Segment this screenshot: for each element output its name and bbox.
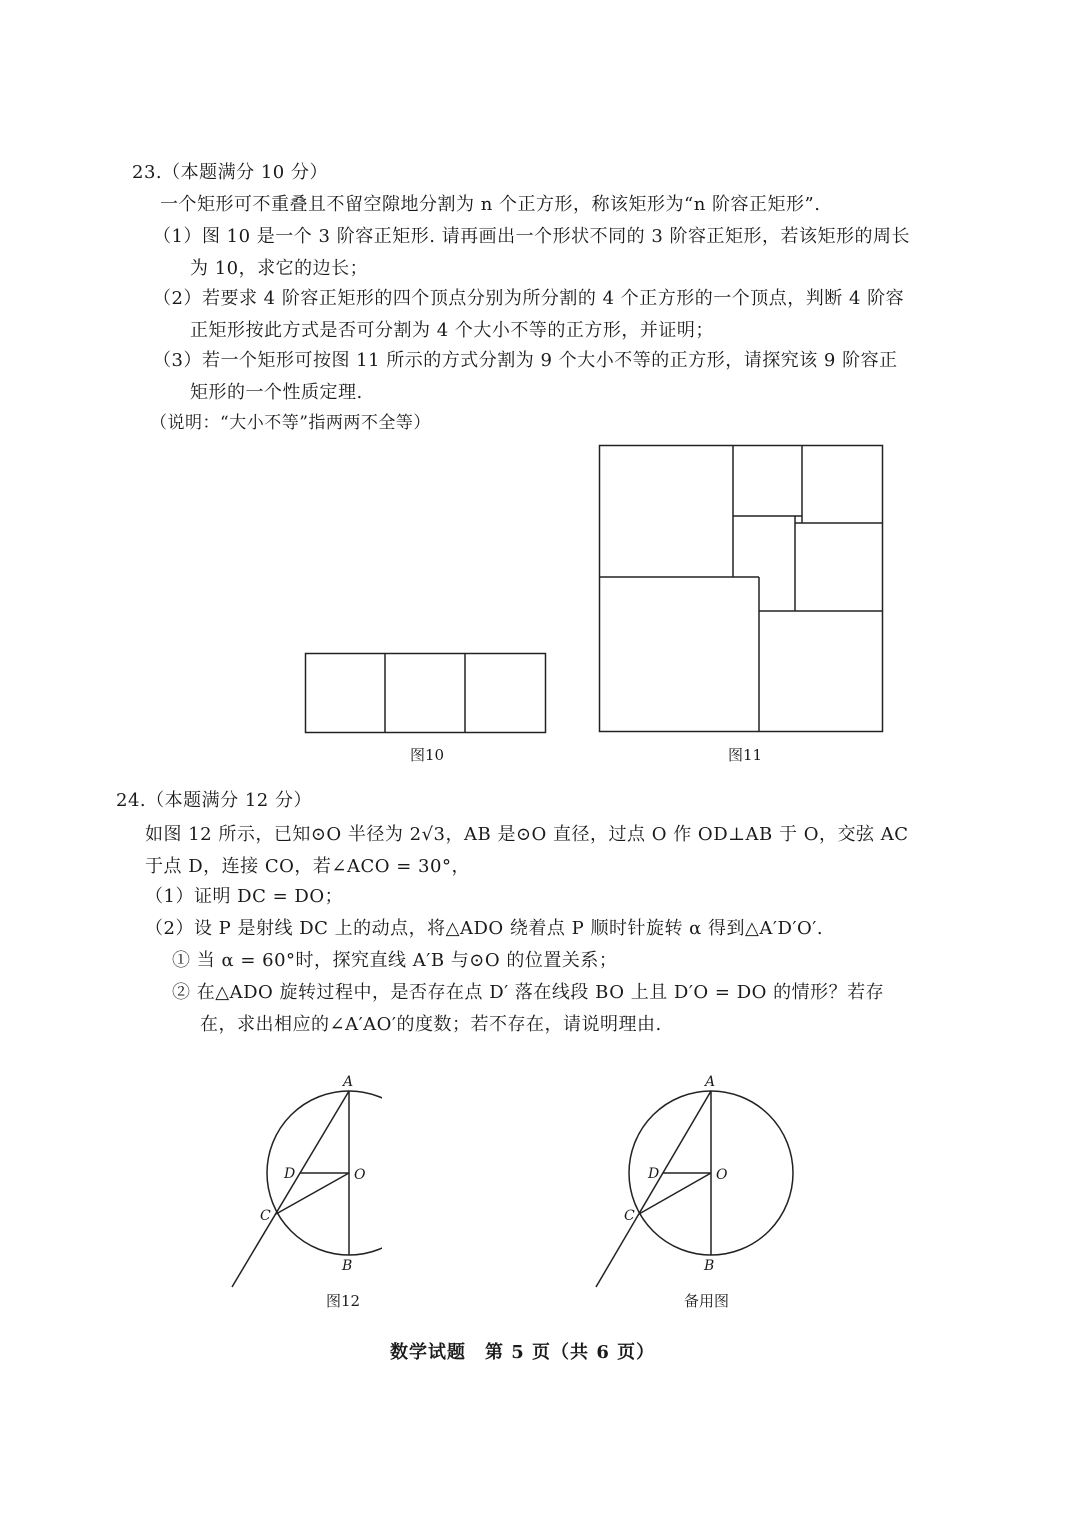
q24-header: 24.（本题满分 12 分） [116, 790, 312, 811]
figure-10 [300, 648, 552, 738]
page-footer: 数学试题 第 5 页（共 6 页） [390, 1342, 656, 1363]
figure-12 [222, 1070, 382, 1292]
spare-figure [588, 1070, 798, 1292]
spare-label-A: A [705, 1074, 716, 1090]
q23-part2-line1: （2）若要求 4 阶容正矩形的四个顶点分别为所分割的 4 个正方形的一个顶点，判断 4 阶容 [153, 288, 905, 309]
figure-11 [594, 440, 890, 738]
q23-part3-line1: （3）若一个矩形可按图 11 所示的方式分割为 9 个大小不等的正方形，请探究该 9 阶容正 [153, 350, 898, 371]
fig12-label-O: O [354, 1167, 366, 1183]
q24-part2-sub2-line1: ② 在△ADO 旋转过程中，是否存在点 D′ 落在线段 BO 上且 D′O = DO 的情形？若存 [172, 982, 885, 1003]
q24-part2-sub2-line2: 在，求出相应的∠A′AO′的度数；若不存在，请说明理由. [200, 1014, 662, 1035]
q24-part1: （1）证明 DC = DO； [145, 886, 344, 907]
spare-label-O: O [716, 1167, 728, 1183]
q23-part1-line1: （1）图 10 是一个 3 阶容正矩形. 请再画出一个形状不同的 3 阶容正矩形，若该矩形的周长 [153, 226, 911, 247]
q23-part1-line2: 为 10，求它的边长； [190, 258, 369, 279]
q23-part3-line2: 矩形的一个性质定理. [190, 382, 363, 403]
q24-part2-sub1: ① 当 α = 60°时，探究直线 A′B 与⊙O 的位置关系； [172, 950, 618, 971]
fig12-label-C: C [260, 1208, 271, 1224]
q23-part2-line2: 正矩形按此方式是否可分割为 4 个大小不等的正方形，并证明； [190, 320, 714, 341]
figure-10-caption: 图10 [410, 746, 445, 764]
q23-note: （说明：“大小不等”指两两不全等） [150, 413, 431, 433]
q23-intro: 一个矩形可不重叠且不留空隙地分割为 n 个正方形，称该矩形为“n 阶容正矩形”. [160, 194, 821, 215]
q24-stem-line2: 于点 D，连接 CO，若∠ACO = 30°， [145, 856, 470, 877]
spare-label-D: D [648, 1166, 660, 1182]
q24-part2: （2）设 P 是射线 DC 上的动点，将△ADO 绕着点 P 顺时针旋转 α 得到△A′D′O′. [145, 918, 824, 939]
fig12-label-B: B [342, 1258, 353, 1274]
q23-header: 23.（本题满分 10 分） [132, 162, 328, 183]
spare-label-C: C [624, 1208, 635, 1224]
spare-label-B: B [704, 1258, 715, 1274]
q24-stem-line1: 如图 12 所示，已知⊙O 半径为 2√3，AB 是⊙O 直径，过点 O 作 OD⊥AB 于 O，交弦 AC [145, 824, 909, 845]
figure-12-caption: 图12 [326, 1292, 361, 1310]
spare-figure-caption: 备用图 [684, 1292, 730, 1310]
figure-11-caption: 图11 [728, 746, 763, 764]
fig12-label-A: A [343, 1074, 354, 1090]
fig12-label-D: D [284, 1166, 296, 1182]
